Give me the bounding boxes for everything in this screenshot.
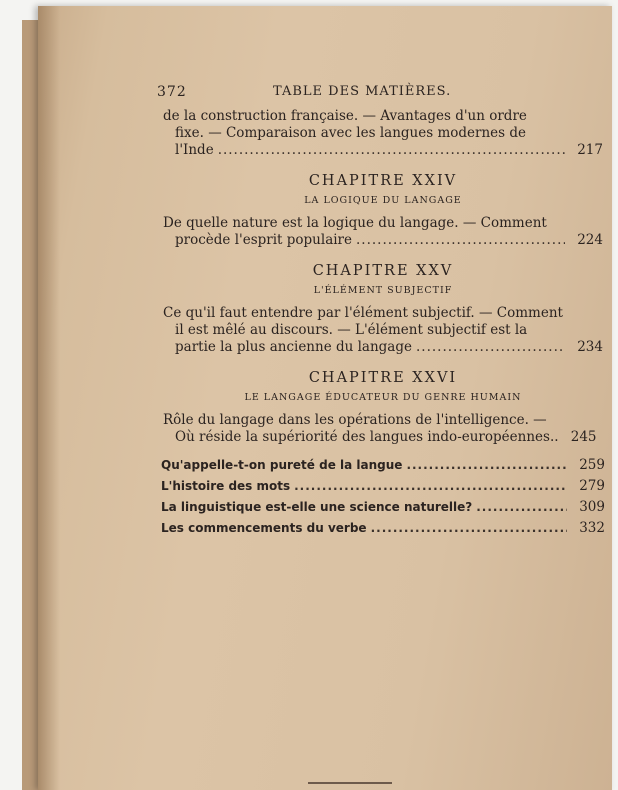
appendix-item: [161, 518, 605, 539]
appendix-title: Qu'appelle-t-on pureté de la langue: [161, 458, 403, 472]
entry-line: De quelle nature est la logique du langage. — Comment: [163, 215, 547, 231]
entry-page: 245: [570, 429, 597, 445]
entry-line: Ce qu'il faut entendre par l'élément subjectif. — Comment: [163, 305, 563, 321]
appendix-list: [161, 455, 605, 539]
chapter-subtitle: LE LANGAGE ÉDUCATEUR DU GENRE HUMAIN: [244, 392, 522, 403]
chapter-heading: CHAPITRE XXV: [312, 263, 454, 279]
entry-last-line: [163, 142, 603, 159]
leader-dots: [356, 232, 565, 249]
chapter-entry: [163, 215, 603, 249]
appendix-item: [161, 476, 605, 497]
appendix-page: 279: [579, 478, 605, 494]
entry-text: partie la plus ancienne du langage: [175, 339, 412, 355]
entry-line: il est mêlé au discours. — L'élément subjectif est la: [175, 322, 528, 338]
chapter-entry: [163, 305, 603, 356]
page-content: [153, 84, 613, 539]
entry-line: Rôle du langage dans les opérations de l'intelligence. —: [163, 412, 547, 428]
entry-text: procède l'esprit populaire: [175, 232, 353, 248]
bottom-rule: [308, 782, 392, 784]
entry-last-line: [163, 339, 603, 356]
book-page: [38, 6, 612, 790]
appendix-title: La linguistique est-elle une science naturelle?: [161, 500, 473, 514]
leader-dots: [294, 476, 567, 497]
appendix-item: [161, 455, 605, 476]
chapter-heading: CHAPITRE XXIV: [308, 173, 458, 189]
leader-dots: [218, 142, 565, 159]
chapter-subtitle: LA LOGIQUE DU LANGAGE: [304, 195, 462, 206]
entry-line: fixe. — Comparaison avec les langues modernes de: [175, 125, 526, 141]
leader-dots: [406, 455, 567, 476]
appendix-title: Les commencements du verbe: [161, 521, 367, 535]
entry-last-line: [163, 232, 603, 249]
page-number: 372: [157, 84, 187, 100]
chapter-subtitle: L'ÉLÉMENT SUBJECTIF: [313, 285, 453, 296]
running-title: TABLE DES MATIÈRES.: [273, 84, 452, 99]
appendix-title: L'histoire des mots: [161, 479, 291, 493]
entry-text: l'Inde: [175, 142, 214, 158]
entry-page: 234: [577, 339, 603, 355]
entry-page: 224: [577, 232, 603, 248]
running-head: [153, 84, 613, 108]
entry-page: 217: [577, 142, 603, 158]
leader-dots: [476, 497, 567, 518]
leader-dots: [416, 339, 565, 356]
appendix-page: 309: [579, 499, 605, 515]
entry-last-line: [163, 429, 603, 446]
entry-text: Où réside la supériorité des langues indo-européennes..: [175, 429, 559, 445]
chapter-heading: CHAPITRE XXVI: [308, 370, 458, 386]
leader-dots: [371, 518, 567, 539]
entry-line: de la construction française. — Avantages d'un ordre: [163, 108, 527, 124]
appendix-page: 259: [579, 457, 605, 473]
appendix-page: 332: [579, 520, 605, 536]
chapter-entry: [163, 412, 603, 446]
appendix-item: [161, 497, 605, 518]
continued-entry: [163, 108, 603, 159]
